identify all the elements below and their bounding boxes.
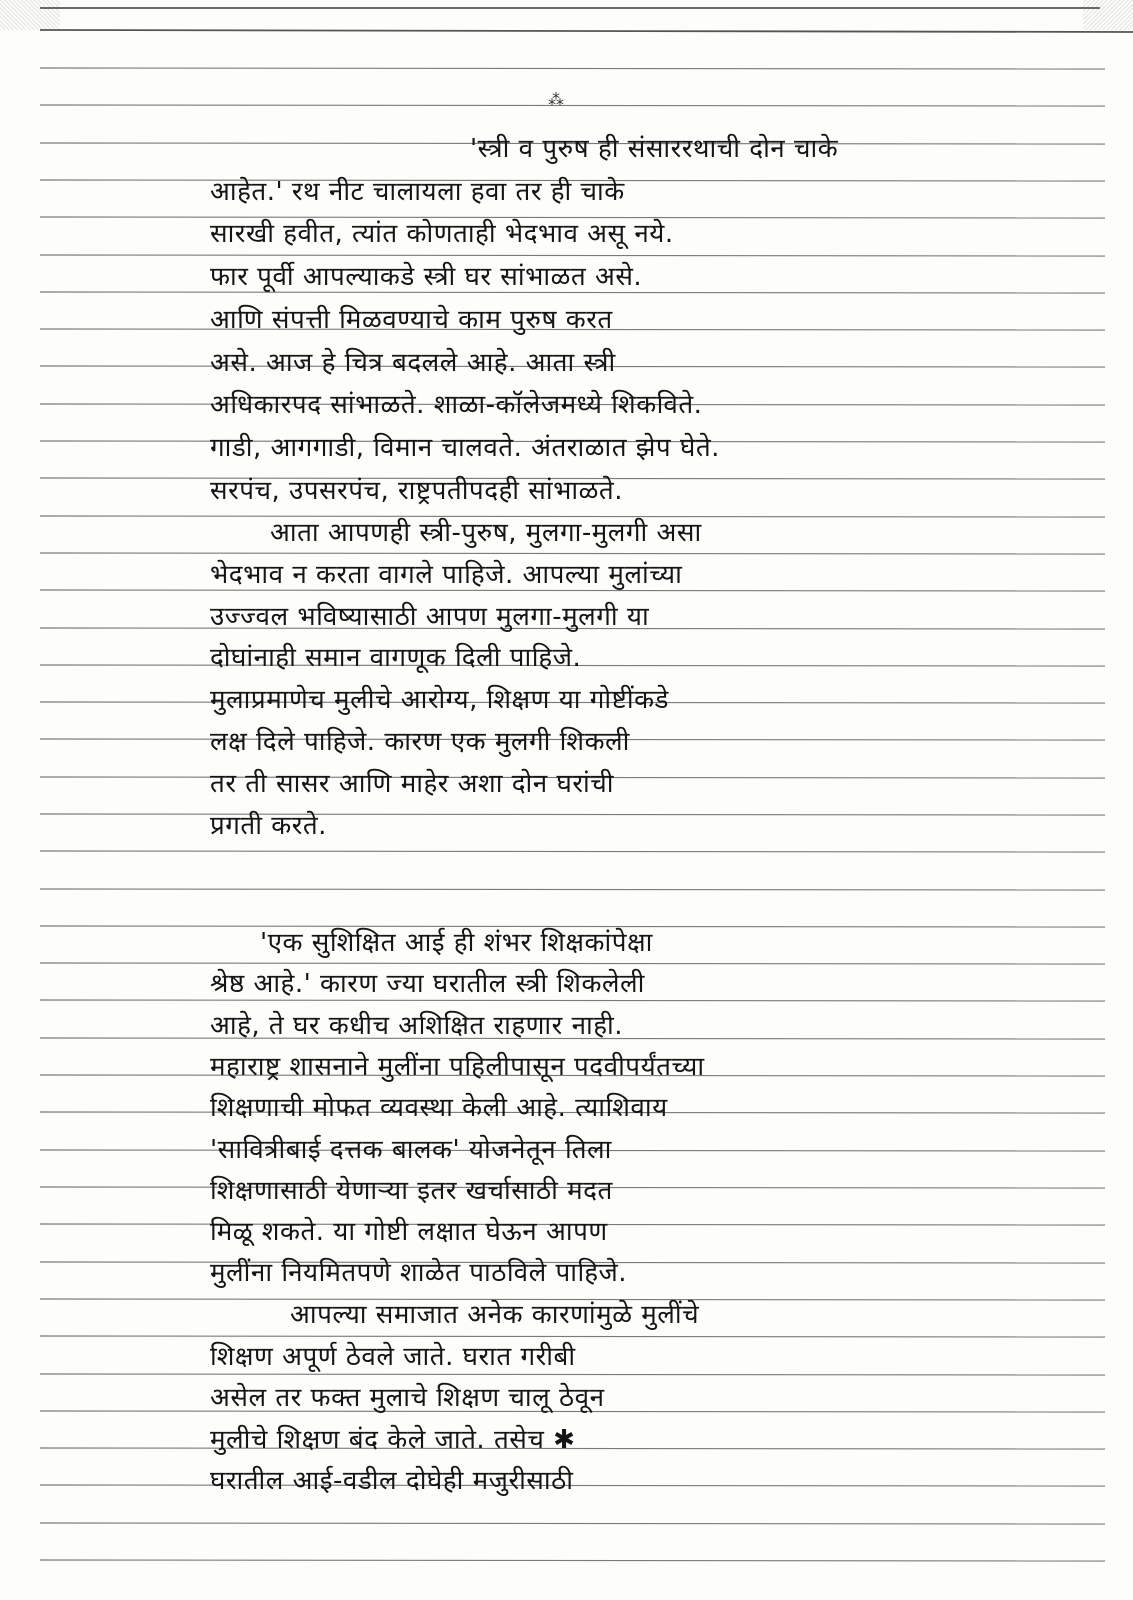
text-line: 'स्त्री व पुरुष ही संसाररथाची दोन चाके [470, 134, 839, 164]
text-line: उज्ज्वल भविष्यासाठी आपण मुलगा-मुलगी या [210, 602, 650, 632]
ruled-line [40, 1560, 1105, 1561]
ruled-line [40, 1523, 1105, 1524]
ruled-line [40, 1336, 1105, 1337]
text-line: मुलाप्रमाणेच मुलीचे आरोग्य, शिक्षण या गोष्टींकडे [210, 685, 669, 715]
text-line: श्रेष्ठ आहे.' कारण ज्या घरातील स्त्री शिकलेली [210, 969, 645, 999]
ruled-line [40, 292, 1105, 293]
text-line: तर ती सासर आणि माहेर अशा दोन घरांची [210, 769, 614, 799]
text-line: शिक्षण अपूर्ण ठेवले जाते. घरात गरीबी [210, 1342, 576, 1372]
text-line: महाराष्ट्र शासनाने मुलींना पहिलीपासून पदवीपर्यंतच्या [210, 1052, 705, 1082]
text-line: शिक्षणासाठी येणाऱ्या इतर खर्चासाठी मदत [210, 1176, 613, 1206]
ruled-line [40, 851, 1105, 852]
ruled-line [40, 1374, 1105, 1375]
ruled-line [40, 516, 1105, 517]
text-line: मिळू शकते. या गोष्टी लक्षात घेऊन आपण [210, 1217, 608, 1247]
ruled-line [40, 963, 1105, 964]
text-line: गाडी, आगगाडी, विमान चालवते. अंतराळात झेप घेते. [210, 433, 720, 463]
text-line: आपल्या समाजात अनेक कारणांमुळे मुलींचे [290, 1300, 700, 1330]
ruled-line [40, 105, 1105, 106]
text-line: आहे, ते घर कधीच अशिक्षित राहणार नाही. [210, 1011, 624, 1041]
text-line: मुलीचे शिक्षण बंद केले जाते. तसेच ✱ [210, 1425, 576, 1455]
text-line: शिक्षणाची मोफत व्यवस्था केली आहे. त्याशिवाय [210, 1093, 668, 1123]
text-line: असेल तर फक्त मुलाचे शिक्षण चालू ठेवून [210, 1383, 605, 1413]
ruled-line [40, 217, 1105, 218]
text-line: आणि संपत्ती मिळवण्याचे काम पुरुष करत [210, 305, 613, 335]
text-line: अधिकारपद सांभाळते. शाळा-कॉलेजमध्ये शिकविते. [210, 390, 703, 420]
ruled-line [40, 590, 1105, 591]
text-line: 'सावित्रीबाई दत्तक बालक' योजनेतून तिला [210, 1135, 612, 1165]
header-rule [40, 30, 1133, 32]
text-line: फार पूर्वी आपल्याकडे स्त्री घर सांभाळत असे. [210, 262, 643, 292]
text-line: सारखी हवीत, त्यांत कोणताही भेदभाव असू नये. [210, 219, 674, 249]
ruled-line [40, 553, 1105, 554]
ruled-line [40, 814, 1105, 815]
ruled-line [40, 1000, 1105, 1001]
ruled-line [40, 926, 1105, 927]
text-line: आता आपणही स्त्री-पुरुष, मुलगा-मुलगी असा [270, 518, 702, 548]
text-line: घरातील आई-वडील दोघेही मजुरीसाठी [210, 1466, 574, 1496]
ruled-line [40, 255, 1105, 256]
text-line: सरपंच, उपसरपंच, राष्ट्रपतीपदही सांभाळते. [210, 476, 623, 506]
text-line: प्रगती करते. [210, 811, 327, 841]
text-line: भेदभाव न करता वागले पाहिजे. आपल्या मुलांच्या [210, 560, 683, 590]
ruled-line [40, 889, 1105, 890]
top-mark: ⁂ [548, 90, 564, 109]
ruled-line [40, 68, 1105, 69]
text-line: दोघांनाही समान वागणूक दिली पाहिजे. [210, 643, 582, 673]
text-line: लक्ष दिले पाहिजे. कारण एक मुलगी शिकली [210, 727, 630, 757]
text-line: असे. आज हे चित्र बदलले आहे. आता स्त्री [210, 348, 616, 378]
text-line: आहेत.' रथ नीट चालायला हवा तर ही चाके [210, 177, 625, 207]
text-line: 'एक सुशिक्षित आई ही शंभर शिक्षकांपेक्षा [260, 928, 653, 958]
text-line: मुलींना नियमितपणे शाळेत पाठविले पाहिजे. [210, 1258, 628, 1288]
